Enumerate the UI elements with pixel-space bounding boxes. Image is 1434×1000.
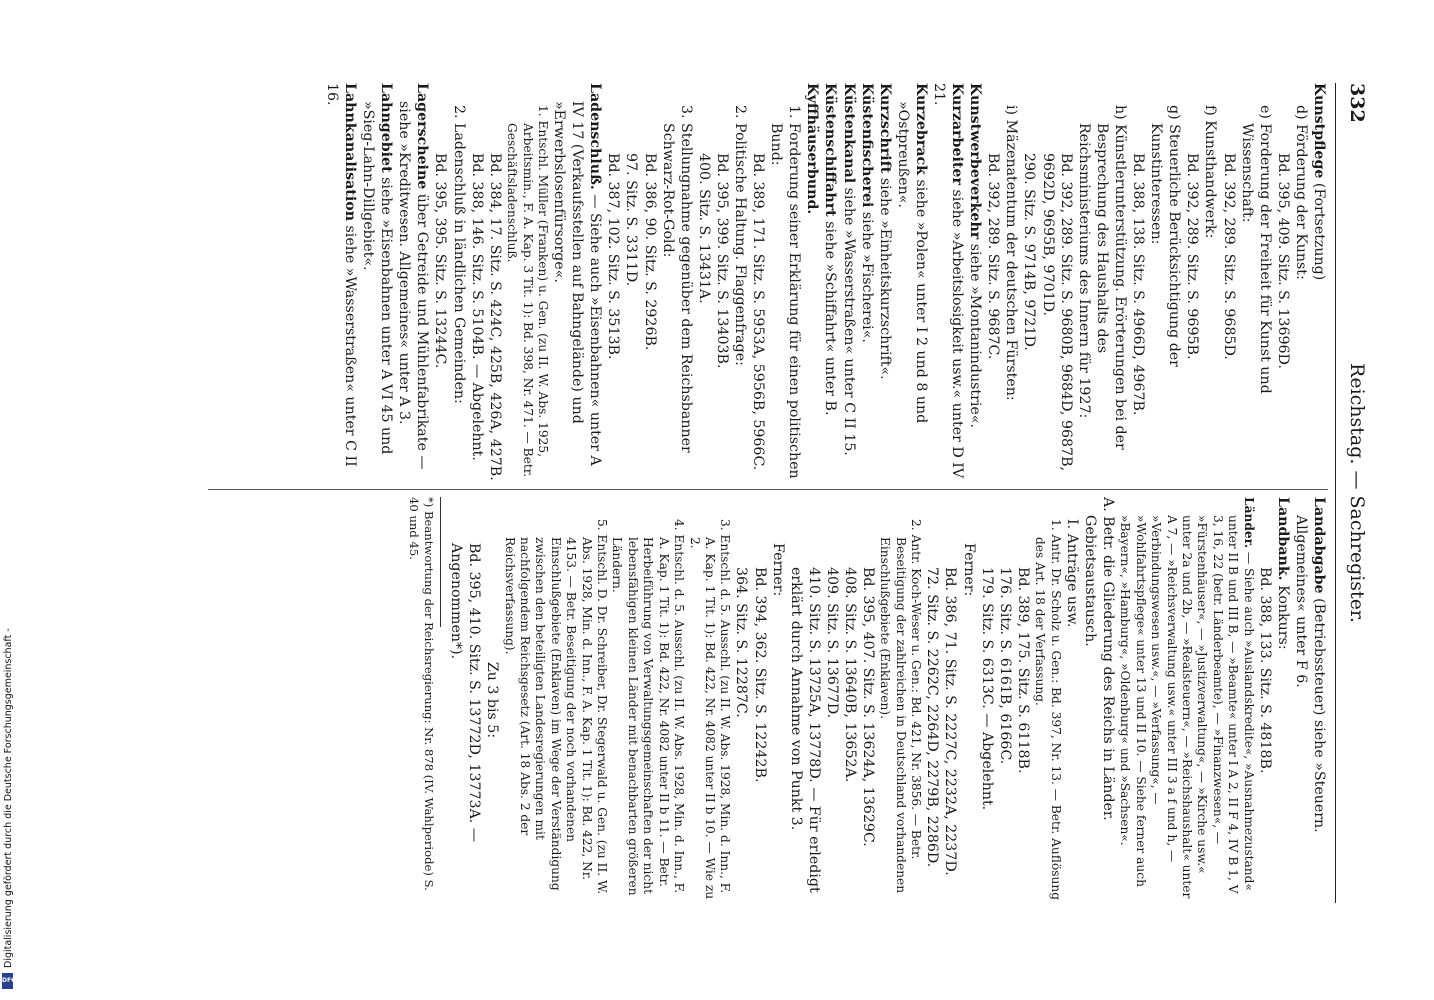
register-entry: 408. Sitz. S. 13640B, 13652A. [842,567,858,783]
register-entry: 176. Sitz. S. 6161B, 6166C. [996,567,1013,765]
register-entry: Bd. 386, 71. Sitz. S. 2227C, 2232A, 2237D. [942,567,959,876]
register-entry: Bd. 392, 289. Sitz. S. 9687C. [985,153,1002,360]
register-entry: 4. Entschl. d. 5. Ausschl. (zu II. W. Abs. 1928, Min. d. Inn., F. A. Kap. 1 Tit. 1): Bd. 422, Nr. 4082 unter II b 11. — Betr. Herbeiführung von Verwaltungsgemeinschaften der nicht lebensfähigen kleinen Länder mit benachbarten größeren Ländern. [610,519,687,896]
register-entry: I. Anträge usw. [1063,519,1080,628]
register-entry: Bd. 395, 410. Sitz. S. 13772D, 13773A. — Angenommen*). [448,543,483,843]
register-entry: Bd. 384, 17. Sitz. S. 424C, 425B, 426A, 427B. [486,153,503,481]
page-header [1338,83,1372,903]
register-entry: 2. Politische Haltung. Flaggenfrage: [732,105,748,366]
register-entry: Bd. 389, 175. Sitz. S. 6118B. [1014,567,1031,774]
register-entry: Lahngebiet siehe »Eisenbahnen unter A VI 45 und »Sieg-Lahn-Dillgebiet«. [360,83,395,455]
register-entry: Bd. 394, 362. Sitz. S. 12242B. [751,567,768,783]
register-entry: 400. Sitz. S. 13431A. [695,153,712,304]
register-entry: Landabgabe (Betriebssteuer) siehe »Steuern. Allgemeines« unter F 6. [1292,497,1327,833]
register-entry: Kyffhäuserbund. [804,83,821,215]
rotated-page [117,83,1372,903]
register-entry: Küstenschiffahrt siehe »Schiffahrt« unter B. [822,83,839,416]
register-entry: 409. Sitz. S. 13677D. [823,567,840,719]
register-entry: Landbank. Konkurs: [1274,497,1291,650]
register-entry: 2. Antr. Koch-Weser u. Gen.: Bd. 421, Nr. 3856. — Betr. Beseitigung der zahlreichen in Deutschland vorhandenen Einschlußgebiete (Enklaven). [878,519,924,894]
register-entry: 97. Sitz. S. 3311D. [623,153,640,287]
register-entry: Bd. 395, 399. Sitz. S. 13403B. [713,153,730,369]
register-entry: Bd. 392, 289. Sitz. S. 9680B, 9684D, 9687B, 9692D, 9695B, 9701D. [1039,153,1074,471]
left-column [323,83,1328,483]
register-entry: Kurzarbeiter siehe »Arbeitslosigkeit usw.« unter D IV 21. [931,83,966,479]
register-entry: 72. Sitz. S. 2262C, 2264D, 2279B, 2286D. [924,567,941,868]
register-entry: 364. Sitz. S. 12287C. [733,567,750,718]
credit-text: Digitalisierung gefördert durch die Deutsche Forschungsgemeinschaft - [3,628,14,968]
register-entry: 1. Antr. Dr. Scholz u. Gen.: Bd. 397, Nr. 13. — Betr. Auflösung des Art. 18 der Verfassung. [1033,519,1063,900]
register-entry: h) Künstlerunterstützung. Erörterungen bei der Besprechung des Haushalts des Reichsministeriums des Innern für 1927: [1075,105,1128,450]
register-entry: 290. Sitz. S. 9714B, 9721D. [1021,153,1038,351]
page-number: 332 [1346,83,1368,123]
register-entry: Bd. 386, 90. Sitz. S. 2926B. [641,153,658,351]
footnote-rule [440,497,441,627]
register-entry: A. Betr. die Gliederung des Reichs in Länder. Gebietsaustausch. [1081,497,1116,821]
register-entry: 3. Entschl. d. 5. Ausschl. (zu II. W. Abs. 1928, Min. d. Inn., F. A. Kap. 1 Tit. 1): Bd. 422, Nr. 4082 unter II b 10. — Wie zu 2. [687,519,733,900]
register-entry: Kurzebrack siehe »Polen« unter I 2 und 8 und »Ostpreußen«. [894,83,929,424]
register-entry: Bd. 395, 407. Sitz. S. 13624A, 13629C. [860,567,877,847]
digitization-credit [2,608,17,990]
register-entry: Bd. 387, 102. Sitz. S. 3513B. [605,153,622,360]
register-entry: Bd. 395, 395. Sitz. S. 13244C. [432,153,449,369]
right-column [407,497,1328,903]
register-entry: Kunstwerbeverkehr siehe »Montanindustrie«. [967,83,984,428]
footnote: *) Beantwortung der Reichsregierung: Nr. 878 (IV. Wahlperiode) S. 40 und 45. [407,497,436,891]
register-entry: Lagerscheine über Getreide und Mühlenfabrikate — siehe »Kreditwesen. Allgemeines« unter A 3. [396,83,431,470]
register-entry: Länder. — Siehe auch »Auslandskredite«, »Ausnahmezustand« unter II B und III B, — »Beamte« unter I A 2, II F 4, IV B 1, V 3, 16, 22 (betr. Länderbeamte), — »Finanzwesen«, — »Fürstenhäuser«, — »Justizverwaltung«, — »Kirche usw.« unter 2a und 2b, — »Realsteuern«, — »Reichshaushalt« unter A 7, — »Reichsverwaltung usw.« unter III 3 a f und h, — »Verbindungswesen usw.«, — »Verfassung«, — »Wohlfahrtspflege« unter 13 und II 10. — Siehe ferner auch »Bayern«, »Hamburg«, »Oldenburg« und »Sachsen«. [1118,497,1256,899]
register-entry: 5. Entschl. D. Dr. Schreiber, Dr. Stegerwald u. Gen. (zu II. W. Abs. 1928, Min. d. Inn., F. A. Kap. 1 Tit. 1): Bd. 422, Nr. 4153. — Betr. Beseitigung der noch vorhandenen Einschlußgebiete (Enklaven) im Wege der Verständigung zwischen den beteiligten Landesregierungen mit nachfolgendem Reichsgesetz (Art. 18 Abs. 2 der Reichsverfassung). [502,519,610,895]
column-divider [208,489,1328,490]
register-entry: Lahnkanalisation siehe »Wasserstraßen« unter C II 16. [323,83,358,467]
register-entry: f) Kunsthandwerk: [1202,105,1219,239]
register-entry: 410. Sitz. S. 13725A, 13778D. — Für erledigt erklärt durch Annahme von Punkt 3. [787,567,822,893]
register-entry: Küstenfischerei siehe »Fischerei«. [858,83,875,343]
register-entry: Kurzschrift siehe »Einheitskurzschrift«. [876,83,893,380]
register-entry: Bd. 388, 133. Sitz. S. 4818B. [1256,567,1273,774]
register-entry: 1. Entschl. Müller (Franken) u. Gen. (zu II. W. Abs. 1925, Arbeitsmin., F. A. Kap. 3 Tit. 1): Bd. 398, Nr. 471. — Betr. Geschäftsladenschluß. [505,105,550,478]
running-head: Reichstag. — Sachregister. [1346,363,1368,623]
register-entry: Ladenschluß. — Siehe auch »Eisenbahnen« unter A IV 17 (Verkaufsstellen auf Bahngelände) und »Erwerbslosenfürsorge«. [551,83,604,466]
register-entry: e) Forderung der Freiheit für Kunst und Wissenschaft: [1238,105,1273,394]
register-entry: Ferner: [769,543,786,597]
register-entry: Bd. 392, 289. Sitz. S. 9685D. [1220,153,1237,360]
dfg-logo: DFG [2,973,13,989]
register-entry: Küstenkanal siehe »Wasserstraßen« unter C II 15. [840,83,857,456]
register-entry: 2. Ladenschluß in ländlichen Gemeinden: [450,105,467,404]
register-entry: Bd. 392, 289. Sitz. S. 9695B. [1184,153,1201,360]
register-entry: Kunstpflege (Fortsetzung) [1311,83,1327,281]
register-entry: Bd. 388, 146. Sitz. S. 5104B. — Abgelehnt. [468,153,485,461]
register-entry: 1. Forderung seiner Erklärung für einen politischen Bund: [768,105,803,479]
register-entry: g) Steuerliche Berücksichtigung der Kunstinteressen: [1148,105,1183,367]
register-entry: 3. Stellungnahme gegenüber dem Reichsbanner Schwarz-Rot-Gold: [659,105,694,453]
register-entry: Bd. 389, 171. Sitz. S. 5953A, 5956B, 5966C. [750,153,767,471]
register-entry: i) Mäzenatentum der deutschen Fürsten: [1003,105,1020,401]
register-entry: Zu 3 bis 5: [484,661,501,739]
register-entry: 179. Sitz. S. 6313C. — Abgelehnt. [978,567,995,811]
register-entry: Ferner: [960,543,977,597]
register-entry: Bd. 388, 138. Sitz. S. 4966D, 4967B. [1130,153,1147,416]
register-entry: Bd. 395, 409. Sitz. S. 13696D. [1274,153,1291,369]
register-entry: d) Förderung der Kunst: [1292,105,1309,280]
header-rule [1335,83,1336,903]
